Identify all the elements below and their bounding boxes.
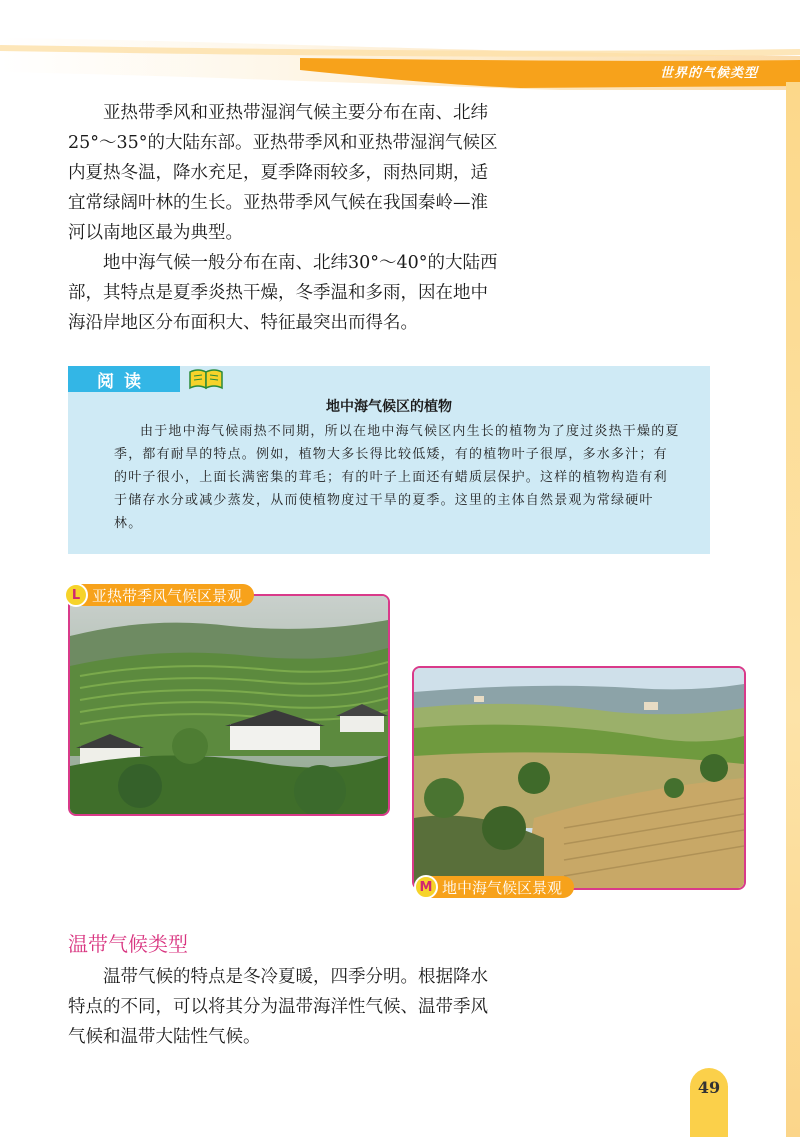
reading-body: 由于地中海气候雨热不同期，所以在地中海气候区内生长的植物为了度过炎热干燥的夏季，都有耐旱的特点。例如，植物大多长得比较低矮，有的植物叶子很厚，多水多汁；有的叶子很小，上面长满密集的茸毛；有的叶子上面还有蜡质层保护。这样的植物构造有利于储存水分或减少蒸发，从而使植物度过干旱的夏季。这里的主体自然景观为常绿硬叶林。 [114,424,680,531]
book-icon [188,368,224,390]
section-heading-temperate: 温带气候类型 [68,932,188,956]
photo-letter-m: M [414,875,438,899]
chapter-title: 世界的气候类型 [659,66,758,81]
reading-box [68,366,710,554]
paragraph-mediterranean: 地中海气候一般分布在南、北纬30°～40°的大陆西部，其特点是夏季炎热干燥，冬季温和多雨，因在地中海沿岸地区分布面积大、特征最突出而得名。 [68,253,498,333]
photo-label-l [66,584,254,606]
paragraph-temperate: 温带气候的特点是冬冷夏暖，四季分明。根据降水特点的不同，可以将其分为温带海洋性气候、温带季风气候和温带大陆性气候。 [68,967,488,1047]
photo-letter-l: L [64,583,88,607]
tea-terraces-image [70,596,388,814]
photo-subtropical-landscape [68,594,390,816]
photo-caption-m: 地中海气候区景观 [442,878,563,897]
mediterranean-hills-image [414,668,744,888]
header-band [0,0,800,90]
page-number: 49 [690,1068,728,1106]
page-edge-strip [786,82,800,1137]
paragraph-subtropical: 亚热带季风和亚热带湿润气候主要分布在南、北纬25°～35°的大陆东部。亚热带季风和亚热带湿润气候区内夏热冬温，降水充足，夏季降雨较多，雨热同期，适宜常绿阔叶林的生长。亚热带季风气候在我国秦岭—淮河以南地区最为典型。 [68,103,498,243]
photo-caption-l: 亚热带季风气候区景观 [92,586,243,605]
reading-tag: 阅读 [68,366,180,392]
reading-title: 地中海气候区的植物 [326,399,452,415]
photo-mediterranean-landscape [412,666,746,890]
photo-label-m [416,876,574,898]
